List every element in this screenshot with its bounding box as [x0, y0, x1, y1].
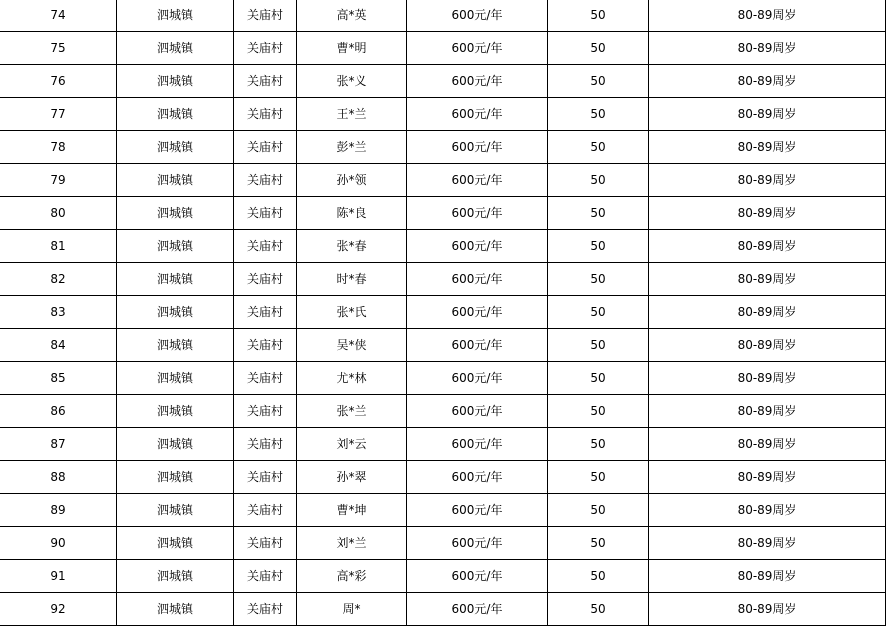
- row-number-cell: 91: [0, 560, 117, 593]
- village-cell: 关庙村: [234, 131, 297, 164]
- village-cell: 关庙村: [234, 0, 297, 32]
- village-cell: 关庙村: [234, 395, 297, 428]
- town-cell: 泗城镇: [117, 461, 234, 494]
- row-number-cell: 79: [0, 164, 117, 197]
- table-row: [0, 395, 886, 428]
- monthly-amount-cell: 50: [548, 230, 649, 263]
- age-group-cell: 80-89周岁: [649, 527, 886, 560]
- row-number-cell: 81: [0, 230, 117, 263]
- row-number-cell: 85: [0, 362, 117, 395]
- town-cell: 泗城镇: [117, 395, 234, 428]
- town-cell: 泗城镇: [117, 65, 234, 98]
- subsidy-amount-cell: 600元/年: [407, 164, 548, 197]
- village-cell: 关庙村: [234, 560, 297, 593]
- row-number-cell: 90: [0, 527, 117, 560]
- monthly-amount-cell: 50: [548, 329, 649, 362]
- village-cell: 关庙村: [234, 32, 297, 65]
- monthly-amount-cell: 50: [548, 131, 649, 164]
- table-row: [0, 230, 886, 263]
- monthly-amount-cell: 50: [548, 98, 649, 131]
- village-cell: 关庙村: [234, 494, 297, 527]
- town-cell: 泗城镇: [117, 329, 234, 362]
- name-cell: 孙*翠: [297, 461, 407, 494]
- table-row: [0, 263, 886, 296]
- subsidy-amount-cell: 600元/年: [407, 263, 548, 296]
- monthly-amount-cell: 50: [548, 164, 649, 197]
- town-cell: 泗城镇: [117, 428, 234, 461]
- table-row: [0, 428, 886, 461]
- subsidy-amount-cell: 600元/年: [407, 494, 548, 527]
- village-cell: 关庙村: [234, 329, 297, 362]
- subsidy-amount-cell: 600元/年: [407, 428, 548, 461]
- table-row: [0, 0, 886, 32]
- table-row: [0, 461, 886, 494]
- table-row: [0, 296, 886, 329]
- row-number-cell: 75: [0, 32, 117, 65]
- age-group-cell: 80-89周岁: [649, 560, 886, 593]
- table-row: [0, 329, 886, 362]
- table-row: [0, 197, 886, 230]
- table-row: [0, 527, 886, 560]
- subsidy-amount-cell: 600元/年: [407, 197, 548, 230]
- age-group-cell: 80-89周岁: [649, 461, 886, 494]
- row-number-cell: 88: [0, 461, 117, 494]
- village-cell: 关庙村: [234, 230, 297, 263]
- monthly-amount-cell: 50: [548, 494, 649, 527]
- town-cell: 泗城镇: [117, 362, 234, 395]
- table-row: [0, 98, 886, 131]
- row-number-cell: 74: [0, 0, 117, 32]
- town-cell: 泗城镇: [117, 593, 234, 626]
- age-group-cell: 80-89周岁: [649, 65, 886, 98]
- monthly-amount-cell: 50: [548, 593, 649, 626]
- name-cell: 彭*兰: [297, 131, 407, 164]
- name-cell: 周*: [297, 593, 407, 626]
- name-cell: 张*春: [297, 230, 407, 263]
- village-cell: 关庙村: [234, 461, 297, 494]
- name-cell: 王*兰: [297, 98, 407, 131]
- name-cell: 刘*兰: [297, 527, 407, 560]
- monthly-amount-cell: 50: [548, 263, 649, 296]
- subsidy-amount-cell: 600元/年: [407, 98, 548, 131]
- subsidy-amount-cell: 600元/年: [407, 461, 548, 494]
- age-group-cell: 80-89周岁: [649, 296, 886, 329]
- table-row: [0, 494, 886, 527]
- row-number-cell: 86: [0, 395, 117, 428]
- monthly-amount-cell: 50: [548, 560, 649, 593]
- town-cell: 泗城镇: [117, 32, 234, 65]
- age-group-cell: 80-89周岁: [649, 131, 886, 164]
- table-row: [0, 32, 886, 65]
- name-cell: 曹*明: [297, 32, 407, 65]
- village-cell: 关庙村: [234, 428, 297, 461]
- subsidy-amount-cell: 600元/年: [407, 329, 548, 362]
- subsidy-amount-cell: 600元/年: [407, 32, 548, 65]
- subsidy-amount-cell: 600元/年: [407, 395, 548, 428]
- town-cell: 泗城镇: [117, 494, 234, 527]
- subsidy-amount-cell: 600元/年: [407, 362, 548, 395]
- town-cell: 泗城镇: [117, 560, 234, 593]
- row-number-cell: 89: [0, 494, 117, 527]
- subsidy-amount-cell: 600元/年: [407, 560, 548, 593]
- age-group-cell: 80-89周岁: [649, 0, 886, 32]
- town-cell: 泗城镇: [117, 527, 234, 560]
- row-number-cell: 78: [0, 131, 117, 164]
- monthly-amount-cell: 50: [548, 65, 649, 98]
- table-row: [0, 131, 886, 164]
- name-cell: 张*兰: [297, 395, 407, 428]
- monthly-amount-cell: 50: [548, 296, 649, 329]
- town-cell: 泗城镇: [117, 230, 234, 263]
- village-cell: 关庙村: [234, 197, 297, 230]
- name-cell: 陈*良: [297, 197, 407, 230]
- table-row: [0, 164, 886, 197]
- subsidy-amount-cell: 600元/年: [407, 296, 548, 329]
- age-group-cell: 80-89周岁: [649, 164, 886, 197]
- village-cell: 关庙村: [234, 98, 297, 131]
- monthly-amount-cell: 50: [548, 428, 649, 461]
- row-number-cell: 80: [0, 197, 117, 230]
- name-cell: 张*义: [297, 65, 407, 98]
- name-cell: 时*春: [297, 263, 407, 296]
- village-cell: 关庙村: [234, 65, 297, 98]
- monthly-amount-cell: 50: [548, 461, 649, 494]
- village-cell: 关庙村: [234, 362, 297, 395]
- name-cell: 吴*侠: [297, 329, 407, 362]
- age-group-cell: 80-89周岁: [649, 494, 886, 527]
- subsidy-amount-cell: 600元/年: [407, 527, 548, 560]
- town-cell: 泗城镇: [117, 164, 234, 197]
- monthly-amount-cell: 50: [548, 0, 649, 32]
- name-cell: 刘*云: [297, 428, 407, 461]
- village-cell: 关庙村: [234, 263, 297, 296]
- subsidy-amount-cell: 600元/年: [407, 0, 548, 32]
- village-cell: 关庙村: [234, 593, 297, 626]
- row-number-cell: 77: [0, 98, 117, 131]
- name-cell: 张*氏: [297, 296, 407, 329]
- village-cell: 关庙村: [234, 296, 297, 329]
- monthly-amount-cell: 50: [548, 197, 649, 230]
- table-row: [0, 65, 886, 98]
- age-group-cell: 80-89周岁: [649, 593, 886, 626]
- monthly-amount-cell: 50: [548, 32, 649, 65]
- subsidy-amount-cell: 600元/年: [407, 131, 548, 164]
- row-number-cell: 82: [0, 263, 117, 296]
- name-cell: 曹*坤: [297, 494, 407, 527]
- subsidy-amount-cell: 600元/年: [407, 65, 548, 98]
- subsidy-amount-cell: 600元/年: [407, 593, 548, 626]
- subsidy-amount-cell: 600元/年: [407, 230, 548, 263]
- age-group-cell: 80-89周岁: [649, 263, 886, 296]
- town-cell: 泗城镇: [117, 296, 234, 329]
- monthly-amount-cell: 50: [548, 362, 649, 395]
- town-cell: 泗城镇: [117, 263, 234, 296]
- age-group-cell: 80-89周岁: [649, 395, 886, 428]
- name-cell: 尤*林: [297, 362, 407, 395]
- monthly-amount-cell: 50: [548, 395, 649, 428]
- village-cell: 关庙村: [234, 527, 297, 560]
- village-cell: 关庙村: [234, 164, 297, 197]
- table-row: [0, 560, 886, 593]
- name-cell: 高*英: [297, 0, 407, 32]
- age-group-cell: 80-89周岁: [649, 32, 886, 65]
- monthly-amount-cell: 50: [548, 527, 649, 560]
- age-group-cell: 80-89周岁: [649, 197, 886, 230]
- row-number-cell: 87: [0, 428, 117, 461]
- town-cell: 泗城镇: [117, 197, 234, 230]
- age-group-cell: 80-89周岁: [649, 98, 886, 131]
- row-number-cell: 83: [0, 296, 117, 329]
- row-number-cell: 76: [0, 65, 117, 98]
- table-row: [0, 362, 886, 395]
- table-row: [0, 593, 886, 626]
- age-group-cell: 80-89周岁: [649, 428, 886, 461]
- town-cell: 泗城镇: [117, 0, 234, 32]
- row-number-cell: 84: [0, 329, 117, 362]
- name-cell: 孙*领: [297, 164, 407, 197]
- name-cell: 高*彩: [297, 560, 407, 593]
- town-cell: 泗城镇: [117, 131, 234, 164]
- town-cell: 泗城镇: [117, 98, 234, 131]
- age-group-cell: 80-89周岁: [649, 329, 886, 362]
- age-group-cell: 80-89周岁: [649, 230, 886, 263]
- age-group-cell: 80-89周岁: [649, 362, 886, 395]
- row-number-cell: 92: [0, 593, 117, 626]
